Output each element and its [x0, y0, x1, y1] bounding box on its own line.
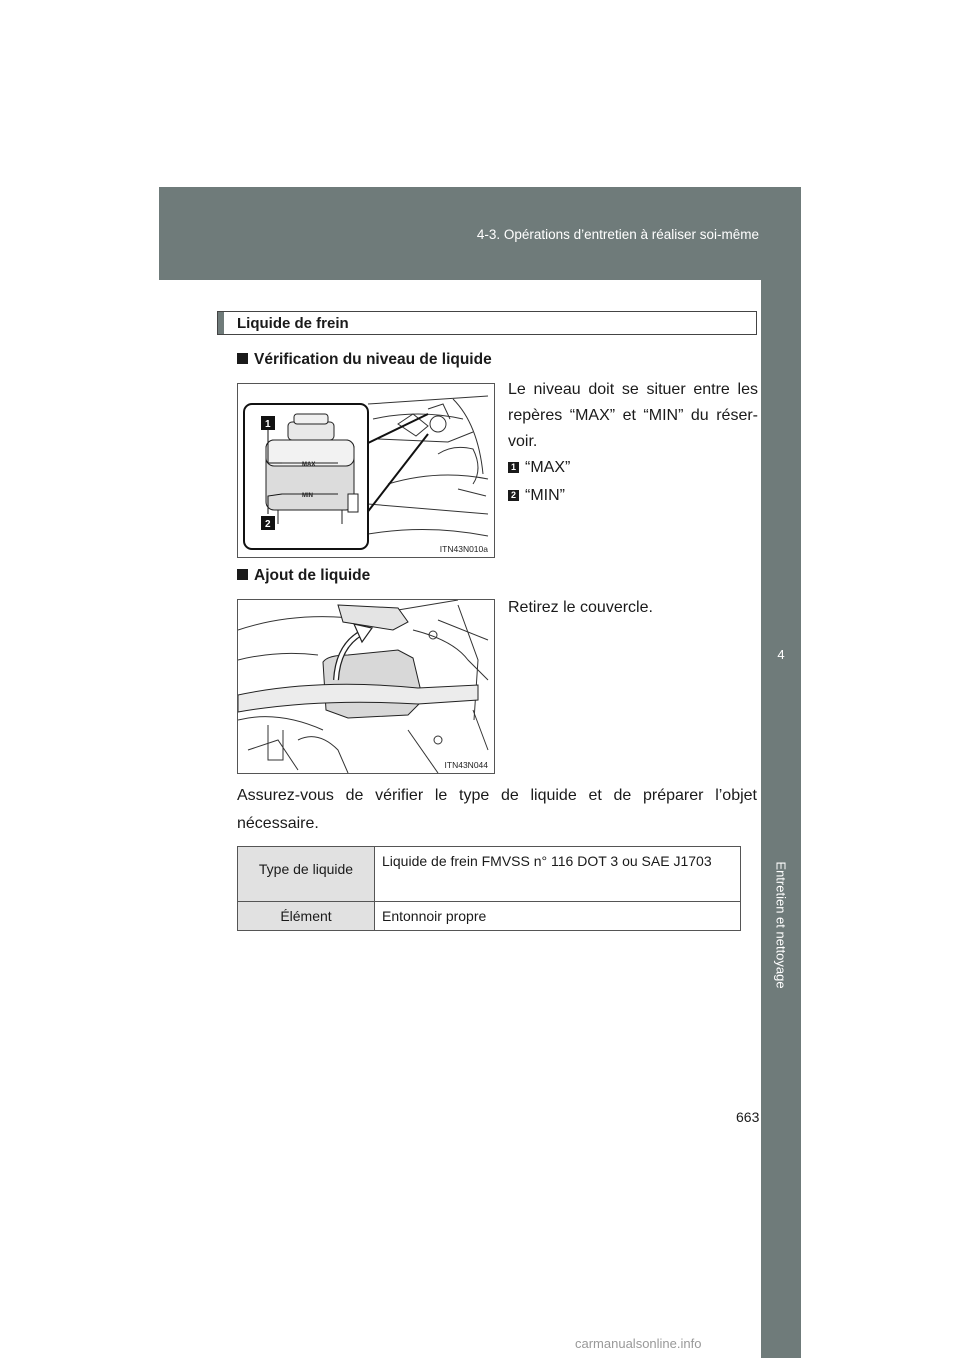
item-max-label: “MAX” [525, 459, 571, 476]
add-fluid-text: Retirez le couvercle. [508, 599, 653, 616]
table-head-cell: Type de liquide [238, 847, 375, 902]
callout-1: 1 [265, 419, 271, 430]
page-number: 663 [736, 1109, 760, 1125]
subheading-text: Vérification du niveau de liquide [254, 351, 492, 368]
check-level-text: Le niveau doit se situer entre les repères “MAX” et “MIN” du réser-voir. [508, 381, 758, 450]
subheading-text: Ajout de liquide [254, 567, 371, 584]
figure-code: ITN43N044 [444, 760, 488, 770]
prep-note: Assurez-vous de vérifier le type de liquide et de préparer l’objet nécessaire. [237, 787, 757, 832]
item-min-label: “MIN” [525, 487, 565, 504]
table-head-cell: Élément [238, 902, 375, 931]
reservoir-illustration [238, 384, 494, 557]
fluid-info-table [237, 846, 741, 931]
subheading-check-level [237, 351, 492, 369]
item-min [508, 483, 565, 509]
bullet-square-icon [237, 353, 248, 364]
remove-cap-illustration [238, 600, 494, 773]
section-title: Liquide de frein [237, 315, 349, 332]
chapter-header [159, 187, 801, 280]
callout-box-1: 1 [508, 462, 519, 473]
max-mark: MAX [302, 462, 316, 468]
bullet-square-icon [237, 569, 248, 580]
item-max [508, 455, 570, 481]
reservoir-level-figure [237, 383, 495, 558]
chapter-side-tab [761, 280, 801, 1358]
section-breadcrumb: 4-3. Opérations d’entretien à réaliser soi-même [476, 227, 759, 242]
watermark-text: carmanualsonline.info [575, 1336, 702, 1351]
remove-cap-figure [237, 599, 495, 774]
table-value-cell: Entonnoir propre [375, 902, 741, 931]
chapter-title: Entretien et nettoyage [773, 861, 789, 989]
callout-2: 2 [265, 519, 271, 530]
table-value-cell: Liquide de frein FMVSS n° 116 DOT 3 ou SAE J1703 [375, 847, 741, 902]
table-row [238, 902, 741, 931]
table-row [238, 847, 741, 902]
min-mark: MIN [302, 493, 313, 499]
callout-box-2: 2 [508, 490, 519, 501]
section-title-bar [218, 312, 224, 334]
figure-code: ITN43N010a [439, 544, 488, 554]
chapter-number: 4 [777, 647, 785, 662]
section-title-box [217, 311, 757, 335]
subheading-add-fluid [237, 567, 370, 585]
